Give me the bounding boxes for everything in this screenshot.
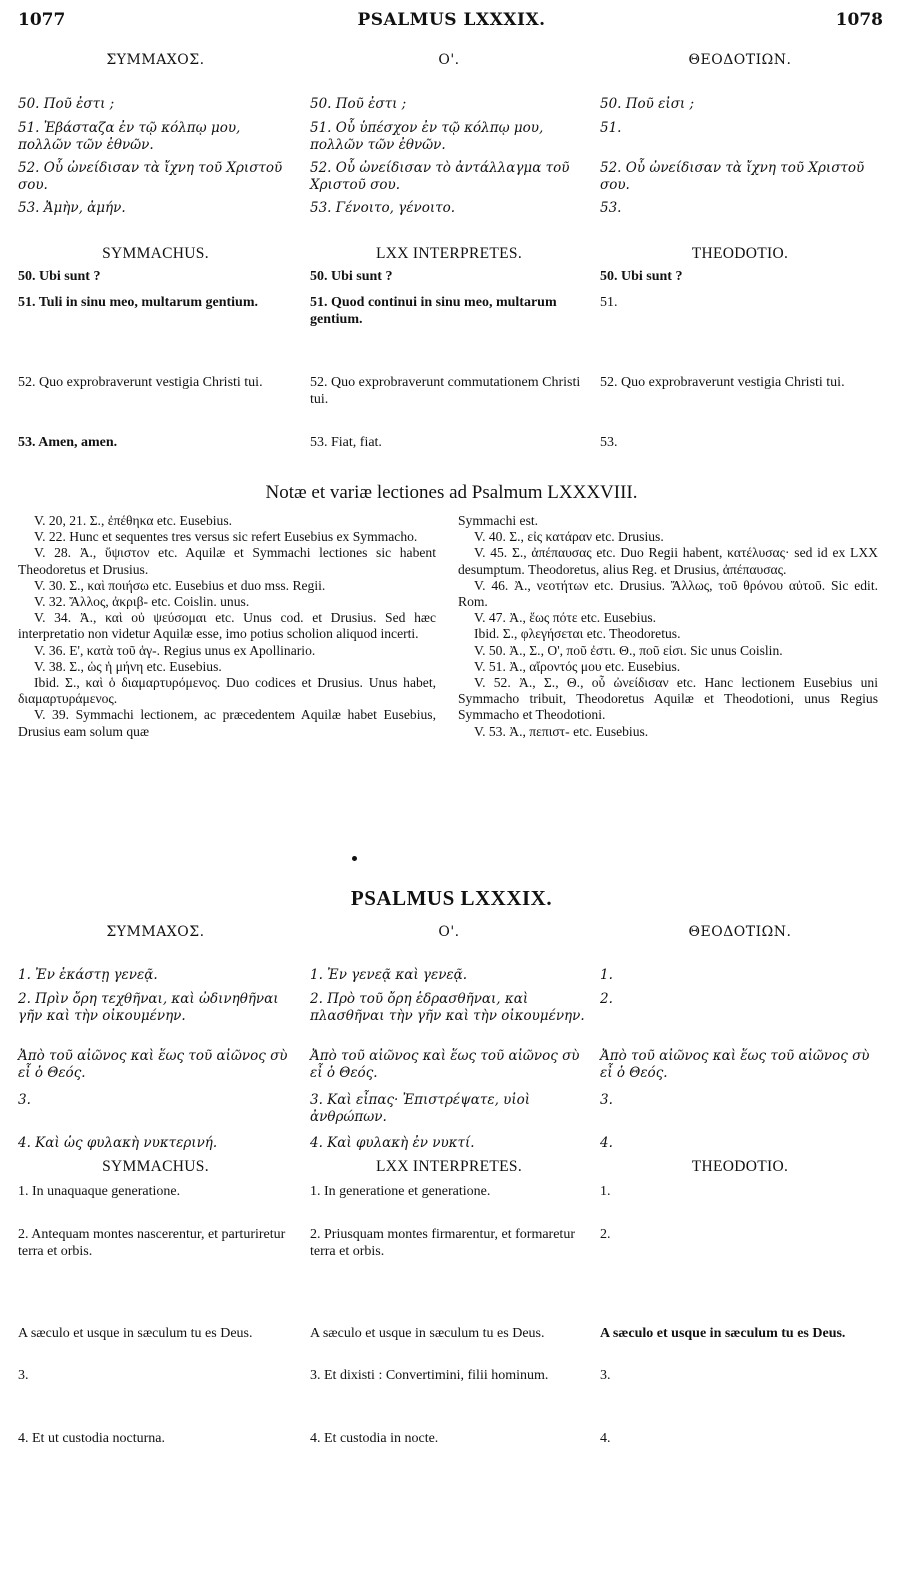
greek-sym-v1: 1. Ἐν ἑκάστῃ γενεᾷ. xyxy=(18,967,158,983)
notes-right-column xyxy=(458,513,878,740)
latin-theo-v52: 52. Quo exprobraverunt vestigia Christi tui. xyxy=(600,375,845,390)
latin-sym-v2: 2. Antequam montes nascerentur, et parturiretur terra et orbis. xyxy=(18,1227,286,1259)
latin-lxx-v50: 50. Ubi sunt ? xyxy=(310,269,393,284)
latin-theo-v4: 4. xyxy=(600,1431,611,1446)
greek-lxx-v3: 3. Καὶ εἶπας· Ἐπιστρέψατε, υἱοὶ ἀνθρώπων. xyxy=(310,1092,531,1125)
page-number-right: 1078 xyxy=(835,10,883,30)
note-entry: V. 47. Ἀ., ἕως πότε etc. Eusebius. xyxy=(474,610,657,626)
latin-sym-v50: 50. Ubi sunt ? xyxy=(18,269,101,284)
note-entry: V. 53. Ἀ., πεπιστ- etc. Eusebius. xyxy=(474,723,649,739)
greek-lxx-v53: 53. Γένοιτο, γένοιτο. xyxy=(310,200,456,216)
note-entry: V. 34. Ἀ., καὶ οὐ ψεύσομαι etc. Unus cod. et Drusius. Sed hæc interpretatio non videtur Aquilæ esse, imo potius scholion aliquod incerti. xyxy=(18,610,436,642)
greek-lxx-v51: 51. Οὗ ὑπέσχον ἐν τῷ κόλπῳ μου, πολλῶν τῶν ἐθνῶν. xyxy=(310,120,544,153)
note-entry: V. 51. Ἀ., αἴροντός μου etc. Eusebius. xyxy=(474,658,681,674)
latin-sym-v51: 51. Tuli in sinu meo, multarum gentium. xyxy=(18,295,258,310)
latin-lxx-v4: 4. Et custodia in nocte. xyxy=(310,1431,439,1446)
latin-theo-v3: 3. xyxy=(600,1368,611,1383)
latin-lxx-refrain: A sæculo et usque in sæculum tu es Deus. xyxy=(310,1326,545,1341)
greek-lxx-v52: 52. Οὗ ὠνείδισαν τὸ ἀντάλλαγμα τοῦ Χριστοῦ σου. xyxy=(310,160,570,193)
notes-left-column xyxy=(18,513,436,740)
latin-lxx-v2: 2. Priusquam montes firmarentur, et formaretur terra et orbis. xyxy=(310,1227,575,1259)
note-entry: V. 39. Symmachi lectionem, ac præcedentem Aquilæ habet Eusebius, Drusius eam solum quæ xyxy=(18,707,436,739)
page-number-left: 1077 xyxy=(18,10,66,30)
latin-theo-v53: 53. xyxy=(600,435,618,450)
latin-sym-v3: 3. xyxy=(18,1368,29,1383)
col-head-theodotion: ΘΕΟΔΟΤΙΩΝ. xyxy=(688,52,792,68)
greek-sym-v52: 52. Οὗ ὠνείδισαν τὰ ἴχνη τοῦ Χριστοῦ σου. xyxy=(18,160,283,193)
greek-sym-v51: 51. Ἐβάσταζα ἐν τῷ κόλπῳ μου, πολλῶν τῶν ἐθνῶν. xyxy=(18,120,241,153)
greek-sym-v50: 50. Ποῦ ἐστι ; xyxy=(18,96,115,112)
note-entry: V. 30. Σ., καὶ ποιήσω etc. Eusebius et duo mss. Regii. xyxy=(34,577,326,593)
note-entry: V. 32. Ἄλλος, ἀκριβ- etc. Coislin. unus. xyxy=(34,594,250,610)
latin-head-lxx: LXX INTERPRETES. xyxy=(375,245,523,262)
note-entry: V. 46. Ἀ., νεοτήτων etc. Drusius. Ἄλλως, τοῦ θρόνου αὐτοῦ. Sic edit. Rom. xyxy=(458,577,878,610)
latin-sym-v4: 4. Et ut custodia nocturna. xyxy=(18,1431,165,1446)
latin-lxx-v1: 1. In generatione et generatione. xyxy=(310,1184,491,1199)
greek-sym-refrain: Ἀπὸ τοῦ αἰῶνος καὶ ἕως τοῦ αἰῶνος σὺ εἶ ὁ Θεός. xyxy=(18,1048,288,1081)
greek-sym-v2: 2. Πρὶν ὄρη τεχθῆναι, καὶ ὠδινηθῆναι γῆν καὶ τὴν οἰκουμένην. xyxy=(18,991,279,1024)
greek-theo-v52: 52. Οὗ ὠνείδισαν τὰ ἴχνη τοῦ Χριστοῦ σου. xyxy=(600,160,865,193)
ink-dot xyxy=(352,856,357,861)
latin-head-symmachus-2: SYMMACHUS. xyxy=(102,1158,209,1175)
greek-theo-v51: 51. xyxy=(600,120,622,136)
greek-theo-v50: 50. Ποῦ εἰσι ; xyxy=(600,96,695,112)
latin-sym-v1: 1. In unaquaque generatione. xyxy=(18,1184,181,1199)
greek-theo-v1: 1. xyxy=(600,967,613,983)
latin-theo-v2: 2. xyxy=(600,1227,611,1242)
note-entry: V. 40. Σ., εἰς κατάραν etc. Drusius. xyxy=(474,529,664,545)
running-title: PSALMUS LXXXIX. xyxy=(357,10,546,30)
col-head-symmachos: ΣΥΜΜΑΧΟΣ. xyxy=(106,52,205,68)
latin-lxx-v3: 3. Et dixisti : Convertimini, filii hominum. xyxy=(310,1368,549,1383)
note-entry: Ibid. Σ., φλεγήσεται etc. Theodoretus. xyxy=(474,626,681,642)
greek-lxx-v4: 4. Καὶ φυλακὴ ἐν νυκτί. xyxy=(310,1135,475,1151)
greek-theo-v2: 2. xyxy=(600,991,613,1007)
note-entry: V. 22. Hunc et sequentes tres versus sic refert Eusebius ex Symmacho. xyxy=(34,529,418,545)
greek-lxx-refrain: Ἀπὸ τοῦ αἰῶνος καὶ ἕως τοῦ αἰῶνος σὺ εἶ ὁ Θεός. xyxy=(310,1048,580,1081)
greek-sym-v3: 3. xyxy=(18,1092,31,1108)
latin-theo-v1: 1. xyxy=(600,1184,611,1199)
note-entry: Ibid. Σ., καὶ ὁ διαμαρτυρόμενος. Duo codices et Drusius. Unus habet, διαμαρτυράμενος. xyxy=(18,675,436,707)
greek-lxx-v1: 1. Ἐν γενεᾷ καὶ γενεᾷ. xyxy=(310,967,468,983)
note-entry: V. 45. Σ., ἀπέπαυσας etc. Duo Regii habent, κατέλυσας· sed id ex LXX desumptum. Theodoretus, alius Reg. et Drusius, ἀπέπαυσας. xyxy=(458,545,878,577)
col-head-lxx: Ο'. xyxy=(438,52,460,68)
note-entry: V. 36. Ε', κατὰ τοῦ ἁγ-. Regius unus ex Apollinario. xyxy=(34,642,316,658)
note-entry: V. 20, 21. Σ., ἐπέθηκα etc. Eusebius. xyxy=(34,513,233,528)
latin-sym-v53: 53. Amen, amen. xyxy=(18,435,118,450)
col-head-theodotion-2: ΘΕΟΔΟΤΙΩΝ. xyxy=(688,924,792,940)
greek-theo-refrain: Ἀπὸ τοῦ αἰῶνος καὶ ἕως τοῦ αἰῶνος σὺ εἶ ὁ Θεός. xyxy=(600,1048,870,1081)
greek-sym-v53: 53. Ἀμὴν, ἀμήν. xyxy=(18,200,126,216)
latin-lxx-v52: 52. Quo exprobraverunt commutationem Christi tui. xyxy=(310,375,581,407)
note-entry: V. 38. Σ., ὡς ἡ μήνη etc. Eusebius. xyxy=(34,658,222,674)
latin-head-theodotio: THEODOTIO. xyxy=(691,245,789,262)
latin-theo-v51: 51. xyxy=(600,295,618,310)
latin-theo-refrain: A sæculo et usque in sæculum tu es Deus. xyxy=(600,1326,846,1341)
greek-theo-v3: 3. xyxy=(600,1092,613,1108)
latin-sym-refrain: A sæculo et usque in sæculum tu es Deus. xyxy=(18,1326,253,1341)
greek-lxx-v50: 50. Ποῦ ἐστι ; xyxy=(310,96,407,112)
note-entry: Symmachi est. xyxy=(458,513,539,528)
greek-sym-v4: 4. Καὶ ὡς φυλακὴ νυκτερινή. xyxy=(18,1135,218,1151)
greek-lxx-v2: 2. Πρὸ τοῦ ὄρη ἑδρασθῆναι, καὶ πλασθῆναι τὴν γῆν καὶ τὴν οἰκουμένην. xyxy=(310,991,585,1024)
note-entry: V. 52. Ἀ., Σ., Θ., οὗ ὠνείδισαν etc. Hanc lectionem Eusebius uni Symmacho tribuit, Theodoretus Aquilæ et Theodotioni, unus Regius Symmacho et Theodotioni. xyxy=(458,675,878,723)
note-entry: V. 50. Ἀ., Σ., Ο', ποῦ ἐστι. Θ., ποῦ εἰσι. Sic unus Coislin. xyxy=(474,642,783,658)
latin-head-symmachus: SYMMACHUS. xyxy=(102,245,209,262)
col-head-symmachos-2: ΣΥΜΜΑΧΟΣ. xyxy=(106,924,205,940)
latin-sym-v52: 52. Quo exprobraverunt vestigia Christi tui. xyxy=(18,375,263,390)
col-head-lxx-2: Ο'. xyxy=(438,924,460,940)
greek-theo-v53: 53. xyxy=(600,200,622,216)
latin-theo-v50: 50. Ubi sunt ? xyxy=(600,269,683,284)
psalm-title: PSALMUS LXXXIX. xyxy=(350,886,553,910)
latin-lxx-v53: 53. Fiat, fiat. xyxy=(310,435,382,450)
latin-head-theodotio-2: THEODOTIO. xyxy=(691,1158,789,1175)
greek-theo-v4: 4. xyxy=(600,1135,613,1151)
latin-lxx-v51: 51. Quod continui in sinu meo, multarum gentium. xyxy=(310,295,557,327)
note-entry: V. 28. Ἀ., ὕψιστον etc. Aquilæ et Symmachi lectiones sic habent Theodoretus et Drusius. xyxy=(18,545,436,577)
notes-title: Notæ et variæ lectiones ad Psalmum LXXXVIII. xyxy=(265,482,638,503)
latin-head-lxx-2: LXX INTERPRETES. xyxy=(375,1158,523,1175)
